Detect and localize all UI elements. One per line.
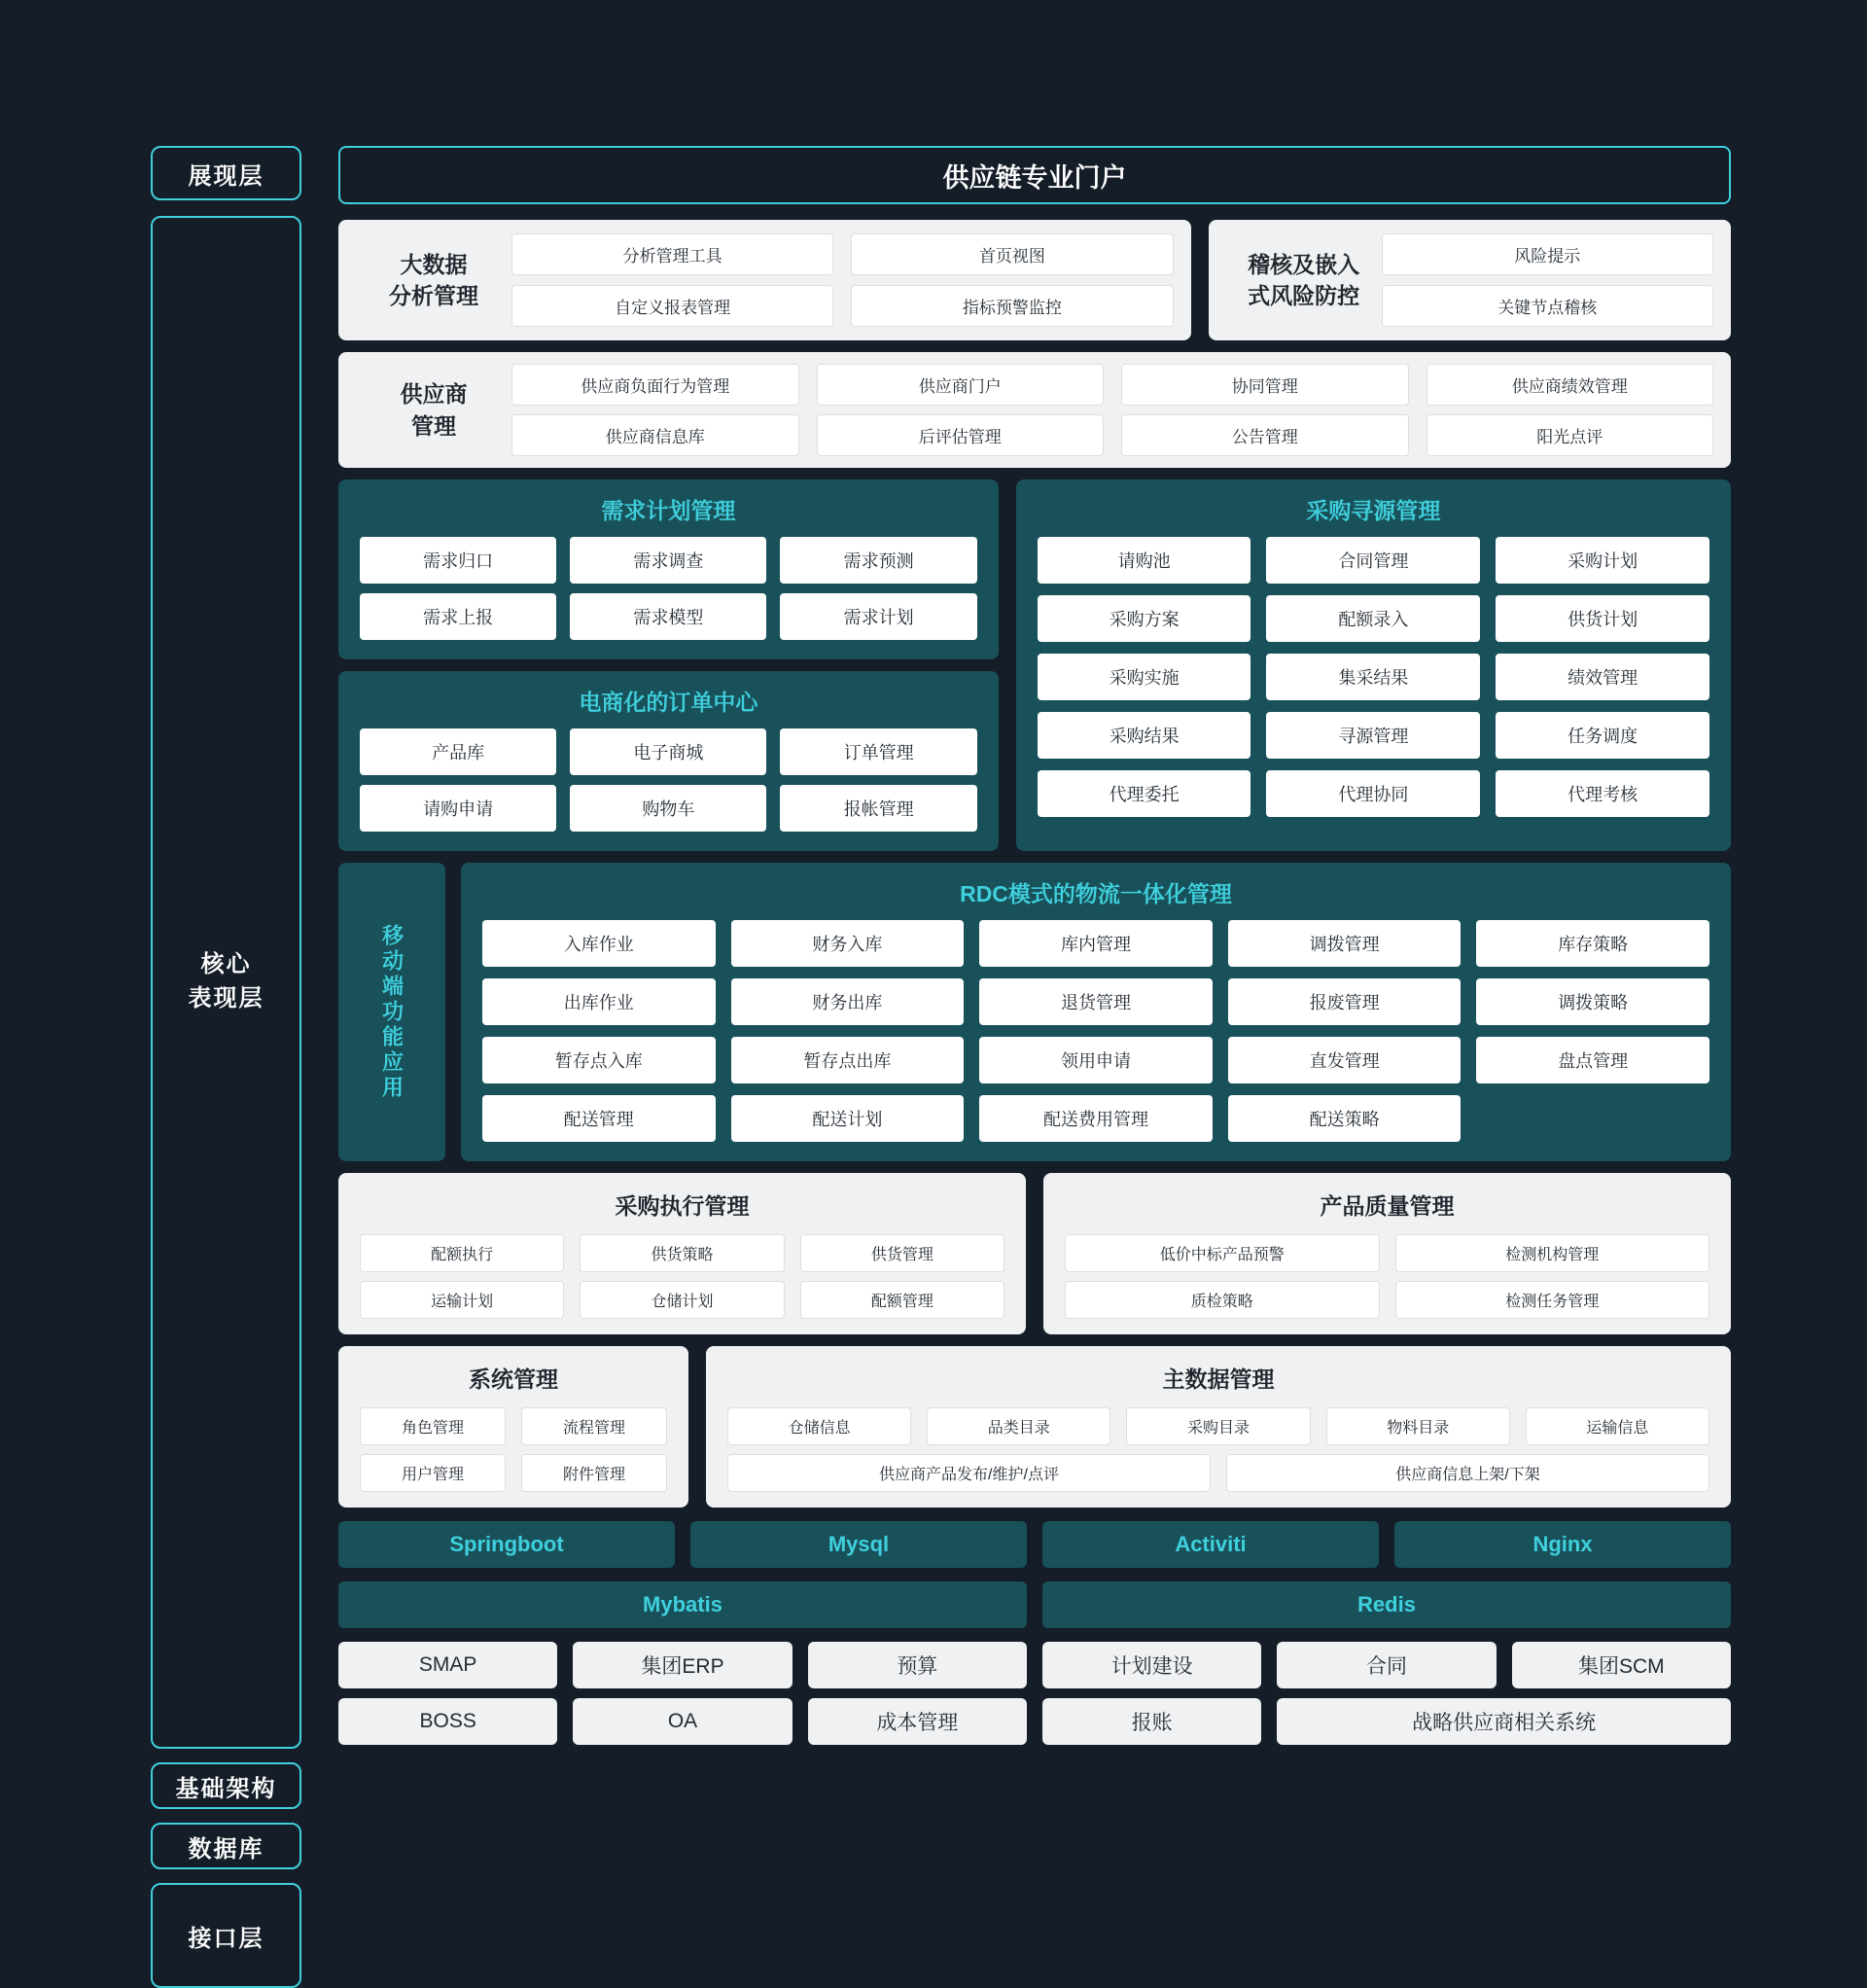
chip-order-1[interactable]: 电子商城 (570, 728, 766, 775)
big-data-title-line2: 分析管理 (389, 283, 478, 308)
infra-nginx[interactable]: Nginx (1394, 1521, 1731, 1568)
panel-title-logistics: RDC模式的物流一体化管理 (960, 881, 1232, 906)
chip-sourcing-7[interactable]: 集采结果 (1266, 654, 1480, 700)
chip-sourcing-2[interactable]: 采购计划 (1496, 537, 1709, 584)
chip-exec-4[interactable]: 仓储计划 (580, 1281, 784, 1319)
panel-demand-plan (338, 479, 999, 659)
api-strategic-supplier-systems[interactable]: 战略供应商相关系统 (1277, 1698, 1731, 1745)
panel-order-center (338, 671, 999, 851)
chip-sourcing-0[interactable]: 请购池 (1038, 537, 1251, 584)
api-oa[interactable]: OA (573, 1698, 792, 1745)
chip-demand-4[interactable]: 需求模型 (570, 593, 766, 640)
chip-logistics-1[interactable]: 财务入库 (731, 920, 965, 967)
chip-logistics-0[interactable]: 入库作业 (482, 920, 716, 967)
big-data-title-line1: 大数据 (400, 251, 468, 277)
chip-sourcing-4[interactable]: 配额录入 (1266, 595, 1480, 642)
row-system-masterdata (338, 1346, 1731, 1508)
diagram-content (338, 146, 1731, 1988)
chip-logistics-14[interactable]: 盘点管理 (1476, 1037, 1709, 1083)
panel-master-data (706, 1346, 1731, 1508)
chip-supplier-7[interactable]: 阳光点评 (1427, 414, 1714, 456)
panel-title-order-center: 电商化的订单中心 (579, 690, 758, 715)
chip-exec-5[interactable]: 配额管理 (800, 1281, 1004, 1319)
chip-supplier-2[interactable]: 协同管理 (1121, 364, 1409, 406)
panel-title-master-data: 主数据管理 (1162, 1367, 1275, 1392)
supplier-title-line2: 管理 (411, 412, 456, 439)
chip-system-2[interactable]: 用户管理 (360, 1454, 506, 1492)
panel-title-sourcing: 采购寻源管理 (1306, 498, 1441, 523)
panel-logistics-management (461, 863, 1731, 1161)
chip-demand-0[interactable]: 需求归口 (360, 537, 556, 584)
chip-supplier-6[interactable]: 公告管理 (1121, 414, 1409, 456)
chip-sourcing-5[interactable]: 供货计划 (1496, 595, 1709, 642)
chip-sourcing-9[interactable]: 采购结果 (1038, 712, 1251, 759)
chip-order-3[interactable]: 请购申请 (360, 785, 556, 832)
portal-banner: 供应链专业门户 (338, 146, 1731, 204)
panel-title-supplier (356, 378, 511, 441)
row-demand-sourcing (338, 479, 1731, 851)
chip-demand-2[interactable]: 需求预测 (780, 537, 976, 584)
row-execution-quality (338, 1173, 1731, 1334)
rail-presentation-layer: 展现层 (151, 146, 301, 200)
panel-title-demand-plan: 需求计划管理 (601, 498, 736, 523)
api-plan-construction[interactable]: 计划建设 (1042, 1642, 1261, 1688)
rail-database-layer: 数据库 (151, 1823, 301, 1869)
chip-logistics-4[interactable]: 库存策略 (1476, 920, 1709, 967)
panel-audit-risk-control (1209, 220, 1731, 340)
chip-master-2[interactable]: 采购目录 (1126, 1407, 1310, 1445)
chip-sourcing-6[interactable]: 采购实施 (1038, 654, 1251, 700)
chip-master-wide-0[interactable]: 供应商产品发布/维护/点评 (727, 1454, 1211, 1492)
api-smap[interactable]: SMAP (338, 1642, 557, 1688)
chip-sourcing-10[interactable]: 寻源管理 (1266, 712, 1480, 759)
api-budget[interactable]: 预算 (808, 1642, 1027, 1688)
panel-big-data-analysis (338, 220, 1191, 340)
rail-core-label-line2: 表现层 (188, 985, 264, 1012)
chip-audit-0[interactable]: 风险提示 (1382, 233, 1713, 275)
row-mobile-logistics (338, 863, 1731, 1161)
chip-logistics-11[interactable]: 暂存点出库 (731, 1037, 965, 1083)
chip-demand-3[interactable]: 需求上报 (360, 593, 556, 640)
rail-api-layer: 接口层 (151, 1883, 301, 1988)
panel-system-management (338, 1346, 688, 1508)
api-boss[interactable]: BOSS (338, 1698, 557, 1745)
chip-quality-1[interactable]: 检测机构管理 (1395, 1234, 1710, 1272)
chip-bigdata-3[interactable]: 指标预警监控 (851, 285, 1173, 327)
supplier-title-line1: 供应商 (400, 381, 468, 408)
chip-logistics-9[interactable]: 调拨策略 (1476, 978, 1709, 1025)
chip-bigdata-2[interactable]: 自定义报表管理 (511, 285, 833, 327)
chip-quality-0[interactable]: 低价中标产品预警 (1065, 1234, 1380, 1272)
chip-logistics-15[interactable]: 配送管理 (482, 1095, 716, 1142)
chip-logistics-7[interactable]: 退货管理 (979, 978, 1213, 1025)
database-redis[interactable]: Redis (1042, 1581, 1731, 1628)
chip-sourcing-1[interactable]: 合同管理 (1266, 537, 1480, 584)
chip-exec-2[interactable]: 供货管理 (800, 1234, 1004, 1272)
chip-supplier-0[interactable]: 供应商负面行为管理 (511, 364, 799, 406)
layer-rail (151, 146, 301, 1988)
api-group-erp[interactable]: 集团ERP (573, 1642, 792, 1688)
chip-logistics-13[interactable]: 直发管理 (1228, 1037, 1462, 1083)
api-contract[interactable]: 合同 (1277, 1642, 1496, 1688)
chip-exec-0[interactable]: 配额执行 (360, 1234, 564, 1272)
row-analytics-risk (338, 220, 1731, 340)
chip-sourcing-11[interactable]: 任务调度 (1496, 712, 1709, 759)
row-database (338, 1581, 1731, 1628)
chip-supplier-5[interactable]: 后评估管理 (817, 414, 1105, 456)
chip-order-0[interactable]: 产品库 (360, 728, 556, 775)
chip-logistics-17[interactable]: 配送费用管理 (979, 1095, 1213, 1142)
row-api-layer (338, 1642, 1731, 1745)
panel-title-audit (1226, 249, 1382, 311)
chip-logistics-10[interactable]: 暂存点入库 (482, 1037, 716, 1083)
infra-activiti[interactable]: Activiti (1042, 1521, 1379, 1568)
database-mybatis[interactable]: Mybatis (338, 1581, 1027, 1628)
infra-springboot[interactable]: Springboot (338, 1521, 675, 1568)
panel-sourcing-management (1016, 479, 1731, 851)
api-reimbursement[interactable]: 报账 (1042, 1698, 1261, 1745)
panel-title-purchase-execution: 采购执行管理 (615, 1193, 750, 1219)
chip-sourcing-8[interactable]: 绩效管理 (1496, 654, 1709, 700)
chip-bigdata-0[interactable]: 分析管理工具 (511, 233, 833, 275)
chip-logistics-18[interactable]: 配送策略 (1228, 1095, 1462, 1142)
rail-infrastructure-layer: 基础架构 (151, 1762, 301, 1809)
panel-title-system: 系统管理 (469, 1367, 558, 1392)
chip-order-2[interactable]: 订单管理 (780, 728, 976, 775)
audit-title-line2: 式风险防控 (1248, 283, 1360, 308)
chip-sourcing-13[interactable]: 代理协同 (1266, 770, 1480, 817)
chip-audit-1[interactable]: 关键节点稽核 (1382, 285, 1713, 327)
api-cost-management[interactable]: 成本管理 (808, 1698, 1027, 1745)
chip-master-0[interactable]: 仓储信息 (727, 1407, 911, 1445)
chip-order-4[interactable]: 购物车 (570, 785, 766, 832)
chip-demand-5[interactable]: 需求计划 (780, 593, 976, 640)
panel-title-big-data (356, 249, 511, 311)
chip-exec-1[interactable]: 供货策略 (580, 1234, 784, 1272)
chip-logistics-12[interactable]: 领用申请 (979, 1037, 1213, 1083)
chip-logistics-5[interactable]: 出库作业 (482, 978, 716, 1025)
chip-master-wide-1[interactable]: 供应商信息上架/下架 (1226, 1454, 1709, 1492)
panel-title-product-quality: 产品质量管理 (1320, 1193, 1455, 1219)
chip-logistics-2[interactable]: 库内管理 (979, 920, 1213, 967)
chip-bigdata-1[interactable]: 首页视图 (851, 233, 1173, 275)
chip-system-0[interactable]: 角色管理 (360, 1407, 506, 1445)
infra-mysql[interactable]: Mysql (690, 1521, 1027, 1568)
api-group-scm[interactable]: 集团SCM (1512, 1642, 1731, 1688)
panel-product-quality (1043, 1173, 1731, 1334)
chip-sourcing-12[interactable]: 代理委托 (1038, 770, 1251, 817)
chip-quality-2[interactable]: 质检策略 (1065, 1281, 1380, 1319)
chip-logistics-8[interactable]: 报废管理 (1228, 978, 1462, 1025)
panel-mobile-app (338, 863, 445, 1161)
chip-supplier-1[interactable]: 供应商门户 (817, 364, 1105, 406)
chip-quality-3[interactable]: 检测任务管理 (1395, 1281, 1710, 1319)
chip-demand-1[interactable]: 需求调查 (570, 537, 766, 584)
audit-title-line1: 稽核及嵌入 (1248, 251, 1360, 277)
chip-master-3[interactable]: 物料目录 (1326, 1407, 1510, 1445)
chip-supplier-4[interactable]: 供应商信息库 (511, 414, 799, 456)
chip-logistics-6[interactable]: 财务出库 (731, 978, 965, 1025)
chip-order-5[interactable]: 报帐管理 (780, 785, 976, 832)
chip-master-4[interactable]: 运输信息 (1526, 1407, 1709, 1445)
panel-purchase-execution (338, 1173, 1026, 1334)
chip-system-3[interactable]: 附件管理 (521, 1454, 667, 1492)
chip-logistics-3[interactable]: 调拨管理 (1228, 920, 1462, 967)
chip-master-1[interactable]: 品类目录 (927, 1407, 1110, 1445)
rail-core-label-line1: 核心 (200, 951, 252, 978)
chip-sourcing-3[interactable]: 采购方案 (1038, 595, 1251, 642)
chip-exec-3[interactable]: 运输计划 (360, 1281, 564, 1319)
panel-supplier-management (338, 352, 1731, 468)
rail-core-layer (151, 216, 301, 1749)
row-infrastructure (338, 1521, 1731, 1568)
chip-system-1[interactable]: 流程管理 (521, 1407, 667, 1445)
mobile-app-label: 移动端功能应用 (379, 923, 405, 1101)
chip-sourcing-14[interactable]: 代理考核 (1496, 770, 1709, 817)
chip-supplier-3[interactable]: 供应商绩效管理 (1427, 364, 1714, 406)
chip-logistics-16[interactable]: 配送计划 (731, 1095, 965, 1142)
